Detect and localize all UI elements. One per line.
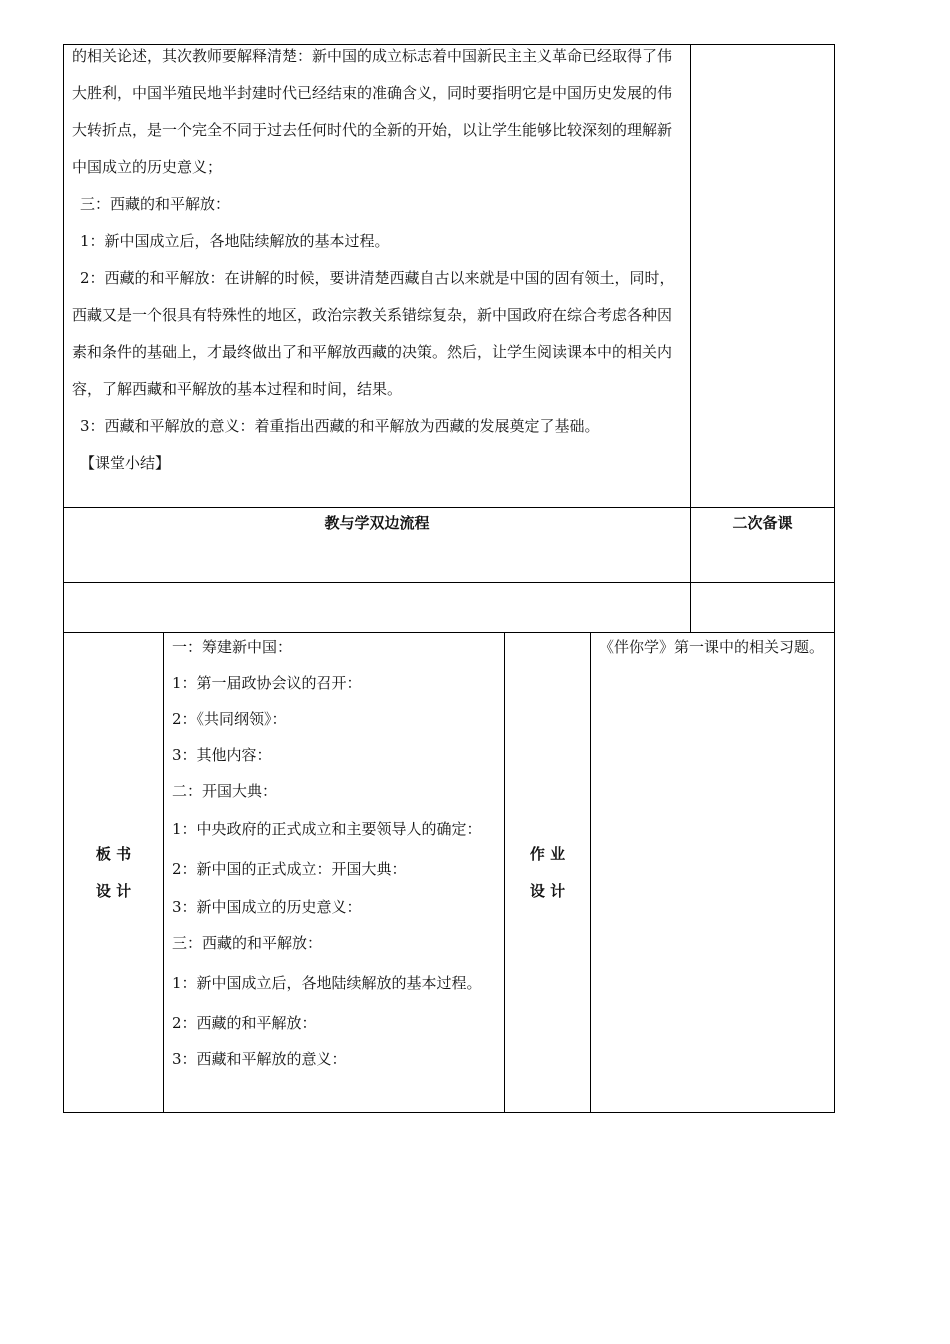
board-item: 1：第一届政协会议的召开：: [172, 674, 362, 692]
board-design-label: 板 书 设 计: [95, 845, 132, 900]
table-border-left: [63, 44, 64, 1113]
board-item: 3：新中国成立的历史意义：: [172, 898, 362, 916]
board-item: 1：新中国成立后，各地陆续解放的基本过程。: [172, 974, 482, 992]
board-item: 3：西藏和平解放的意义：: [172, 1050, 347, 1068]
table-border-bottom: [63, 1112, 835, 1113]
heading-tibet: 三：西藏的和平解放：: [80, 195, 231, 213]
table-border-right: [834, 44, 835, 1113]
board-item: 一：筹建新中国：: [172, 638, 293, 656]
teaching-process-text: [72, 38, 684, 482]
board-item: 1：中央政府的正式成立和主要领导人的确定： 2：新中国的正式成立：开国大典：: [172, 820, 482, 878]
board-item: 3：其他内容：: [172, 746, 272, 764]
board-item: 三：西藏的和平解放：: [172, 934, 323, 952]
board-item: 2：西藏的和平解放：: [172, 1014, 317, 1032]
row-divider-2: [63, 582, 835, 583]
header-second-preparation: 二次备课: [732, 514, 793, 532]
homework-design-label: 作 业 设 计: [529, 845, 566, 900]
paragraph-significance: 的相关论述，其次教师要解释清楚：新中国的成立标志着中国新民主主义革命已经取得了伟大胜利，中国半殖民地半封建时代已经结束的准确含义，同时要指明它是中国历史发展的伟大转折点，是一个完全不同于过去任何时代的全新的开始，以让学生能够比较深刻的理解新中国成立的历史意义；: [72, 47, 673, 176]
paragraph-tibet-liberation: 2：西藏的和平解放：在讲解的时候，要讲清楚西藏自古以来就是中国的固有领土，同时，西藏又是一个很具有特殊性的地区，政治宗教关系错综复杂，新中国政府在综合考虑各种因素和条件的基础上，才最终做出了和平解放西藏的决策。然后，让学生阅读课本中的相关内容，了解西藏和平解放的基本过程和时间，结果。: [72, 269, 675, 398]
column-divider-board-label: [163, 632, 164, 1112]
board-item: 二：开国大典：: [172, 782, 278, 800]
homework-design-content: 《伴你学》第一课中的相关习题。: [599, 638, 825, 656]
board-item: 2：《共同纲领》：: [172, 710, 287, 728]
row-divider-1: [63, 507, 835, 508]
column-divider-top: [690, 44, 691, 632]
board-design-content: [172, 629, 500, 1077]
heading-class-summary: 【课堂小结】: [80, 454, 171, 472]
paragraph-liberation-process: 1：新中国成立后，各地陆续解放的基本过程。: [80, 232, 390, 250]
header-teaching-flow: 教与学双边流程: [324, 514, 430, 532]
column-divider-homework-content: [590, 632, 591, 1112]
paragraph-tibet-significance: 3：西藏和平解放的意义：着重指出西藏的和平解放为西藏的发展奠定了基础。: [80, 417, 600, 435]
